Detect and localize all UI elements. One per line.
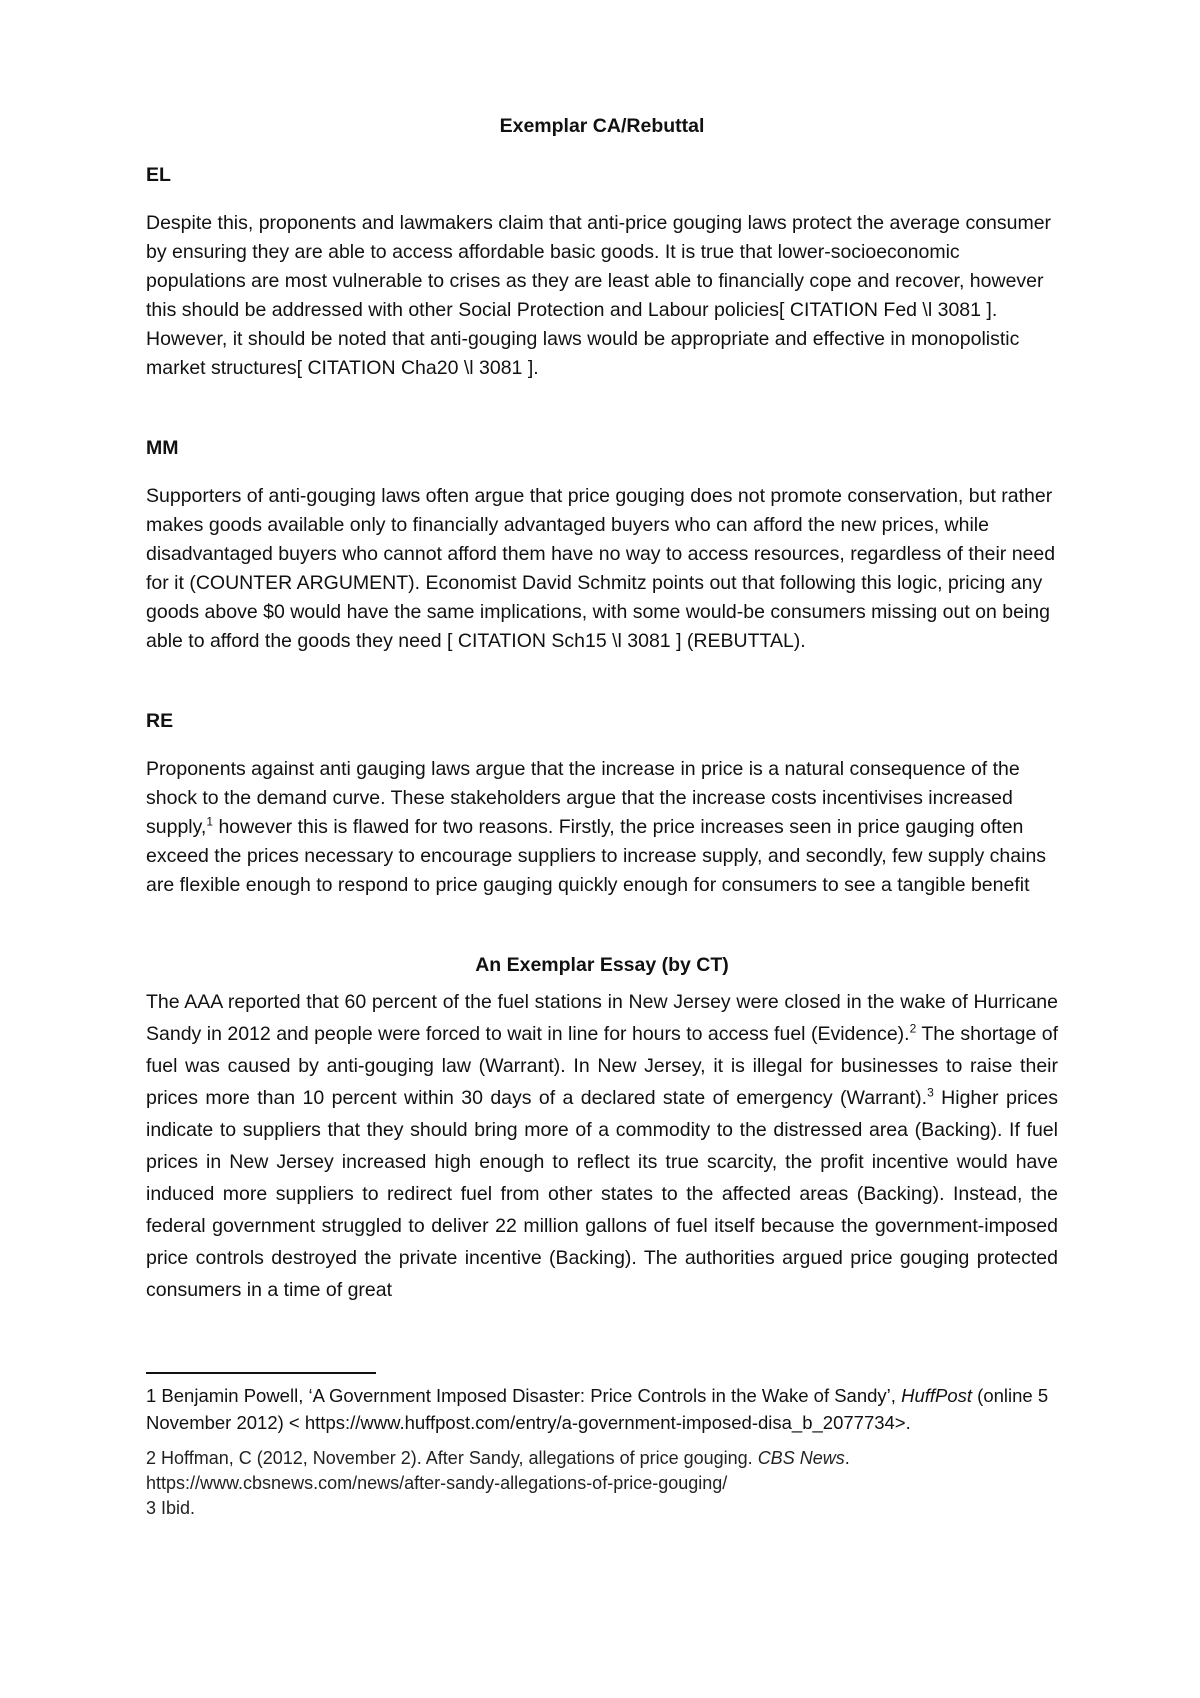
essay-paragraph — [146, 986, 1058, 1306]
heading-mm: MM — [146, 437, 179, 459]
paragraph-mm: Supporters of anti-gouging laws often argue that price gouging does not promote conservation, but rather makes goods available only to financially advantaged buyers who can afford the new prices, while disadvantaged buyers who cannot afford them have no way to access resources, regardless of their need for it (COUNTER ARGUMENT). Economist David Schmitz points out that following this logic, pricing any goods above $0 would have the same implications, with some would-be consumers missing out on being able to afford the goods they need [ CITATION Sch15 \l 3081 ] (REBUTTAL). — [146, 485, 1056, 652]
essay-part-2: The shortage of fuel was caused by anti-gouging law (Warrant). In New Jersey, it is illegal for businesses to raise their prices more than 10 percent within 30 days of a declared state of emergency (Warrant). — [146, 1023, 1059, 1109]
footnote-ref-2: 2 — [909, 1021, 917, 1036]
footnote-1-text-after: (online 5 November 2012) < https://www.huffpost.com/entry/a-government-imposed-disa_b_2077734>. — [146, 1385, 1049, 1433]
essay-heading: An Exemplar Essay (by CT) — [475, 954, 729, 976]
footnote-1-publication: HuffPost — [901, 1385, 973, 1406]
re-text-before: Proponents against anti gauging laws argue that the increase in price is a natural consequence of the shock to the demand curve. These stakeholders argue that the increase costs incentivises increased supply, — [146, 758, 1020, 838]
document-body — [146, 112, 1058, 1306]
footnote-1-text-before: 1 Benjamin Powell, ‘A Government Imposed Disaster: Price Controls in the Wake of Sandy’, — [146, 1385, 902, 1406]
footnote-2-publication: CBS News — [757, 1448, 845, 1468]
footnote-2 — [146, 1446, 1058, 1496]
footnote-2-text-before: 2 Hoffman, C (2012, November 2). After Sandy, allegations of price gouging. — [146, 1448, 758, 1468]
footnote-ref-1: 1 — [206, 814, 214, 829]
heading-el: EL — [146, 164, 171, 186]
heading-re: RE — [146, 710, 174, 732]
re-text-after: however this is flawed for two reasons. Firstly, the price increases seen in price gauging often exceed the prices necessary to encourage suppliers to increase supply, and secondly, few supply chains are flexible enough to respond to price gauging quickly enough for consumers to see a tangible benefit — [146, 816, 1047, 896]
paragraph-el: Despite this, proponents and lawmakers claim that anti-price gouging laws protect the average consumer by ensuring they are able to access affordable basic goods. It is true that lower-socioeconomic populations are most vulnerable to crises as they are least able to financially cope and recover, however this should be addressed with other Social Protection and Labour policies[ CITATION Fed \l 3081 ]. However, it should be noted that anti-gouging laws would be appropriate and effective in monopolistic market structures[ CITATION Cha20 \l 3081 ]. — [146, 212, 1052, 379]
footnote-ref-3: 3 — [927, 1085, 934, 1100]
essay-part-1: The AAA reported that 60 percent of the fuel stations in New Jersey were closed in the wake of Hurricane Sandy in 2012 and people were forced to wait in line for hours to access fuel (Evidence). — [146, 991, 1058, 1045]
footnote-1 — [146, 1382, 1058, 1436]
essay-part-3: Higher prices indicate to suppliers that they should bring more of a commodity to the distressed area (Backing). If fuel prices in New Jersey increased high enough to reflect its true scarcity, the profit incentive would have induced more suppliers to redirect fuel from other states to the affected areas (Backing). Instead, the federal government struggled to deliver 22 million gallons of fuel itself because the government-imposed price controls destroyed the private incentive (Backing). The authorities argued price gouging protected consumers in a time of great — [146, 1087, 1058, 1301]
paragraph-re — [146, 755, 1058, 900]
footnotes — [146, 1382, 1058, 1521]
footnote-3: 3 Ibid. — [146, 1498, 196, 1518]
footnote-separator — [146, 1372, 376, 1374]
document-title: Exemplar CA/Rebuttal — [499, 115, 705, 137]
footnote-2-text-after: . https://www.cbsnews.com/news/after-sandy-allegations-of-price-gouging/ — [146, 1448, 850, 1493]
